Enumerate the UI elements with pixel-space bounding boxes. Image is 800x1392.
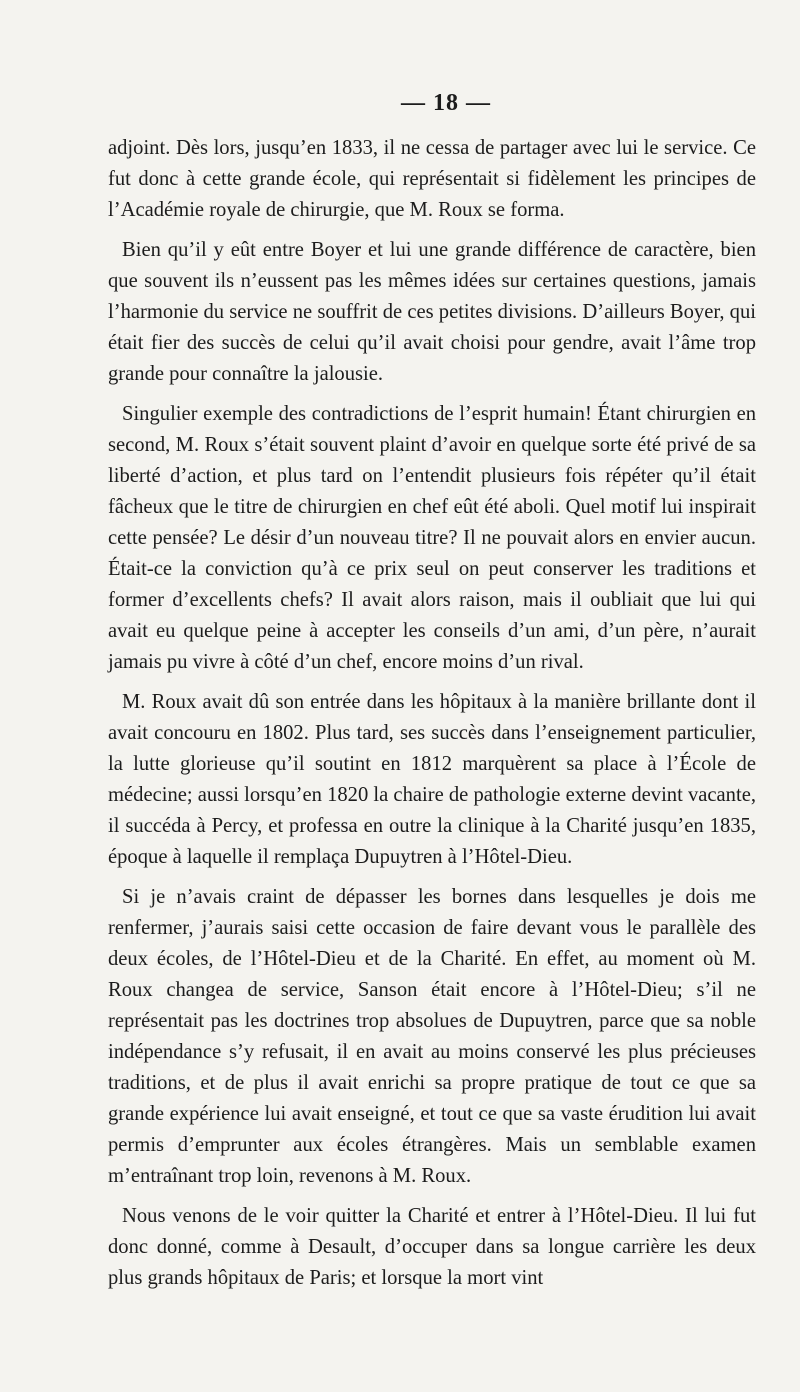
paragraph-6: Nous venons de le voir quitter la Charité et entrer à l’Hôtel-Dieu. Il lui fut donc donné, comme à Desault, d’occuper dans sa longue carrière les deux plus grands hôpitaux de Paris; et lorsque la mort vint <box>108 1205 756 1289</box>
paragraph-5: Si je n’avais craint de dépasser les bornes dans lesquelles je dois me renfermer, j’aurais saisi cette occasion de faire devant vous le parallèle des deux écoles, de l’Hôtel-Dieu et de la Charité. En effet, au moment où M. Roux changea de service, Sanson était encore à l’Hôtel-Dieu; s’il ne représentait pas les doctrines trop absolues de Dupuytren, parce que sa noble indépendance s’y refusait, il en avait au moins conservé les plus précieuses traditions, et de plus il avait enrichi sa propre pratique de tout ce que sa grande expérience lui avait enseigné, et tout ce que sa vaste érudition lui avait permis d’emprunter aux écoles étrangères. Mais un semblable examen m’entraînant trop loin, revenons à M. Roux. <box>108 886 756 1187</box>
page-number: — 18 — <box>401 90 491 116</box>
paragraph-3: Singulier exemple des contradictions de l’esprit humain! Étant chirurgien en second, M. Roux s’était souvent plaint d’avoir en quelque sorte été privé de sa liberté d’action, et plus tard on l’entendit plusieurs fois répéter qu’il était fâcheux que le titre de chirurgien en chef eût été aboli. Quel motif lui inspirait cette pensée? Le désir d’un nouveau titre? Il ne pouvait alors en envier aucun. Était-ce la conviction qu’à ce prix seul on peut conserver les traditions et former d’excellents chefs? Il avait alors raison, mais il oubliait que lui qui avait eu quelque peine à accepter les conseils d’un ami, d’un père, n’aurait jamais pu vivre à côté d’un chef, encore moins d’un rival. <box>108 403 756 673</box>
paragraph-4: M. Roux avait dû son entrée dans les hôpitaux à la manière brillante dont il avait concouru en 1802. Plus tard, ses succès dans l’enseignement particulier, la lutte glorieuse qu’il soutint en 1812 marquèrent sa place à l’École de médecine; aussi lorsqu’en 1820 la chaire de pathologie externe devint vacante, il succéda à Percy, et professa en outre la clinique à la Charité jusqu’en 1835, époque à laquelle il remplaça Dupuytren à l’Hôtel-Dieu. <box>108 691 756 868</box>
paragraph-2: Bien qu’il y eût entre Boyer et lui une grande différence de caractère, bien que souvent ils n’eussent pas les mêmes idées sur certaines questions, jamais l’harmonie du service ne souffrit de ces petites divisions. D’ailleurs Boyer, qui était fier des succès de celui qu’il avait choisi pour gendre, avait l’âme trop grande pour connaître la jalousie. <box>108 239 756 385</box>
paragraph-1: adjoint. Dès lors, jusqu’en 1833, il ne cessa de partager avec lui le service. Ce fut donc à cette grande école, qui représentait si fidèlement les principes de l’Académie royale de chirurgie, que M. Roux se forma. <box>108 137 756 221</box>
